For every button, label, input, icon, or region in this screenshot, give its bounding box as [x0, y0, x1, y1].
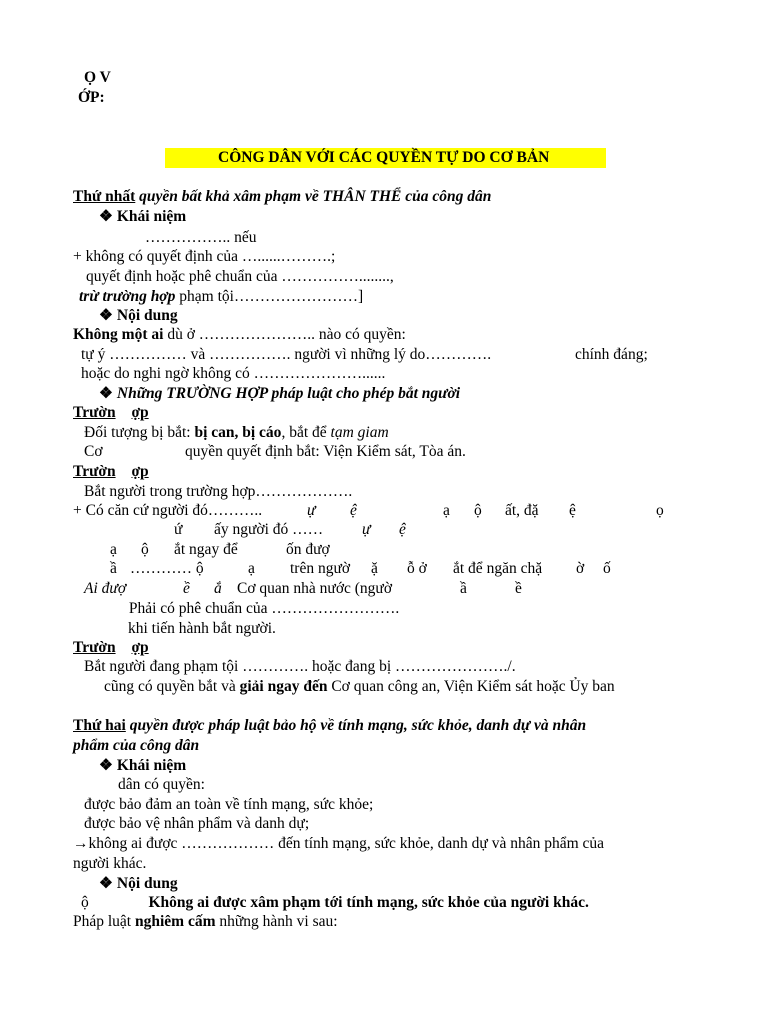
- th2-line-4c: ắt ngay để: [174, 541, 238, 558]
- section2-khai-niem: ❖ Khái niệm: [99, 757, 187, 774]
- th2-line-2h: ọ: [656, 502, 664, 519]
- section1-heading: [73, 187, 491, 207]
- th2-line-4b: ộ: [141, 541, 149, 558]
- th2-line-5d: trên ngườ: [290, 560, 351, 577]
- th2-line-2a: + Có căn cứ người đó………..: [73, 502, 263, 519]
- th3-line-1: Bắt người đang phạm tội …………. hoặc đang bị …………………./.: [84, 658, 516, 675]
- kn1-line-3: quyết định hoặc phê chuẩn của ……………........,: [86, 268, 394, 285]
- th2-line-3c: ự: [362, 521, 371, 538]
- diamond-bullet-icon: ❖: [99, 385, 113, 402]
- th2-line-5f: ỗ ở: [407, 560, 427, 577]
- th1-line-2a: Cơ: [84, 443, 103, 460]
- section2-noi-dung: ❖ Nội dung: [99, 875, 178, 892]
- nd1-line-2a: tự ý …………… và ……………. người vì những lý do………….: [81, 346, 492, 363]
- diamond-bullet-icon: ❖: [99, 307, 113, 324]
- section2-lead: Thứ hai: [73, 717, 126, 734]
- th2-line-5i: ố: [603, 560, 611, 577]
- right-arrow-icon: →: [73, 835, 89, 852]
- truong-hop-2-label: Trườn ợp: [73, 463, 149, 480]
- th2-line-6a: Ai đượ: [84, 580, 127, 597]
- truong-hop-1-label: Trườn ợp: [73, 404, 149, 421]
- th2-line-5h: ờ: [576, 560, 585, 577]
- th2-line-2f: ất, đặ: [505, 502, 539, 519]
- th2-line-8: khi tiến hành bắt người.: [128, 620, 276, 637]
- section1-noi-dung: ❖ Nội dung: [99, 307, 178, 324]
- th2-line-2e: ộ: [474, 502, 482, 519]
- th3-line-2: cũng có quyền bắt và giải ngay đến Cơ quan công an, Viện Kiểm sát hoặc Ủy ban: [104, 678, 615, 695]
- th2-line-2c: ệ: [350, 502, 357, 519]
- nd1-line-3: hoặc do nghi ngờ không có …………………......: [81, 365, 386, 382]
- kn2-line-1: dân có quyền:: [118, 776, 205, 793]
- kn1-line-2: + không có quyết định của …......……….;: [73, 248, 336, 265]
- th2-line-5b: ………… ộ: [130, 560, 204, 577]
- th2-line-7: Phải có phê chuẩn của …………………….: [128, 600, 400, 617]
- kn2-line-4: →không ai được ……………… đến tính mạng, sức khỏe, danh dự và nhân phẩm của: [73, 835, 605, 852]
- th1-line-1: Đối tượng bị bắt: bị can, bị cáo, bắt để tạm giam: [84, 424, 389, 441]
- th2-line-5c: ạ: [248, 560, 255, 577]
- header-line-2: ỚP:: [78, 89, 105, 106]
- th2-line-3a: ứ: [174, 521, 183, 538]
- th2-line-6f: ề: [515, 580, 522, 597]
- th2-line-4a: ạ: [110, 541, 117, 558]
- th2-line-4d: ốn đượ: [286, 541, 330, 558]
- th2-line-1: Bắt người trong trường hợp……………….: [84, 483, 353, 500]
- nd2-line-1: ộ Không ai được xâm phạm tới tính mạng, sức khỏe của người khác.: [81, 894, 589, 911]
- kn1-line-1: …………….. nếu: [145, 229, 257, 246]
- section2-title-1: quyền được pháp luật bảo hộ về tính mạng, sức khỏe, danh dự và nhân: [129, 717, 587, 734]
- th2-line-3b: ấy người đó ……: [214, 521, 324, 538]
- section1-lead: Thứ nhất: [73, 188, 136, 205]
- kn1-line-4: trừ trường hợp phạm tội……………………]: [79, 288, 364, 305]
- truong-hop-heading: ❖ Những TRƯỜNG HỢP pháp luật cho phép bắt người: [99, 385, 461, 402]
- th1-line-2b: quyền quyết định bắt: Viện Kiểm sát, Tòa án.: [185, 443, 466, 460]
- th2-line-2d: ạ: [443, 502, 450, 519]
- th2-line-5e: ặ: [371, 560, 378, 577]
- page-title: CÔNG DÂN VỚI CÁC QUYỀN TỰ DO CƠ BẢN: [218, 149, 550, 166]
- th2-line-6c: ắ: [214, 580, 222, 597]
- section2-title-2: phẩm của công dân: [73, 737, 200, 754]
- th2-line-6b: ề: [183, 580, 190, 597]
- nd2-line-2: Pháp luật nghiêm cấm những hành vi sau:: [73, 913, 338, 930]
- th2-line-3d: ệ: [399, 521, 406, 538]
- truong-hop-3-label: Trườn ợp: [73, 639, 149, 656]
- section1-title: quyền bất khả xâm phạm về THÂN THỂ của công dân: [139, 188, 492, 205]
- diamond-bullet-icon: ❖: [99, 208, 113, 225]
- kn2-line-2: được bảo đảm an toàn về tính mạng, sức khỏe;: [84, 796, 374, 813]
- th2-line-5g: ắt để ngăn chặ: [453, 560, 543, 577]
- th2-line-2b: ự: [307, 502, 316, 519]
- kn2-line-5: người khác.: [73, 855, 147, 872]
- th2-line-6d: Cơ quan nhà nước (ngườ: [237, 580, 393, 597]
- nd1-line-1: Không một ai dù ở ………………….. nào có quyền:: [73, 326, 406, 343]
- section1-khai-niem: ❖ Khái niệm: [99, 208, 187, 225]
- diamond-bullet-icon: ❖: [99, 875, 113, 892]
- th2-line-6e: ầ: [460, 580, 467, 597]
- th2-line-2g: ệ: [569, 502, 576, 519]
- nd1-line-2b: chính đáng;: [575, 346, 648, 363]
- diamond-bullet-icon: ❖: [99, 757, 113, 774]
- header-line-1: Ọ V: [84, 69, 111, 86]
- th2-line-5a: ầ: [110, 560, 117, 577]
- kn2-line-3: được bảo vệ nhân phẩm và danh dự;: [84, 815, 310, 832]
- section2-heading: [73, 716, 586, 736]
